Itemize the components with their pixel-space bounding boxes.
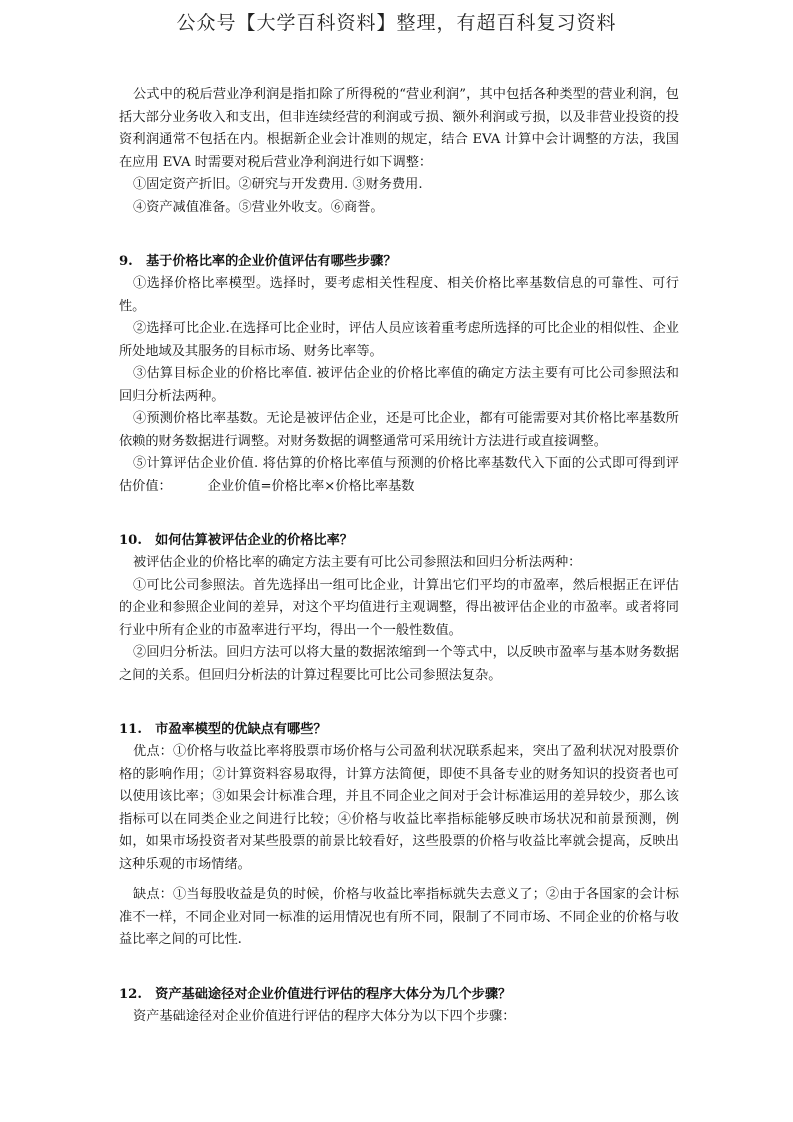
q11-cons: 缺点：①当每股收益是负的时候，价格与收益比率指标就失去意义了；②由于各国家的会计标准不一样，不同企业对同一标准的运用情况也有所不同，限制了不同市场、不同企业的价格与收益比率之间的可比性.: [119, 887, 679, 947]
question-12-title: 12. 资产基础途径对企业价值进行评估的程序大体分为几个步骤？: [119, 986, 512, 1002]
q10-intro: 被评估企业的价格比率的确定方法主要有可比公司参照法和回归分析法两种：: [133, 555, 582, 570]
q9-step-2: ②选择可比企业.在选择可比企业时，评估人员应该着重考虑所选择的可比企业的相似性、企业所处地域及其服务的目标市场、财务比率等。: [119, 321, 679, 359]
q9-step-4: ④预测价格比率基数。无论是被评估企业，还是可比企业，都有可能需要对其价格比率基数所依赖的财务数据进行调整。对财务数据的调整通常可采用统计方法进行或直接调整。: [119, 411, 679, 449]
q9-step-5-text: ⑤计算评估企业价值. 将估算的价格比率值与预测的价格比率基数代入下面的公式即可得到评估价值：: [119, 456, 679, 494]
intro-list-line-2: ④资产减值准备。⑤营业外收支。⑥商誉。: [133, 199, 384, 215]
question-9-title: 9. 基于价格比率的企业价值评估有哪些步骤？: [119, 254, 397, 269]
question-10-title: 10. 如何估算被评估企业的价格比率？: [119, 533, 353, 548]
q9-step-5: [119, 453, 679, 498]
document-body: [119, 84, 679, 1028]
intro-list-line-1: ①固定资产折旧。②研究与开发费用. ③财务费用.: [133, 177, 423, 192]
q10-method-1: ①可比公司参照法。首先选择出一组可比企业，计算出它们平均的市盈率，然后根据正在评估的企业和参照企业间的差异，对这个平均值进行主观调整，得出被评估企业的市盈率。或者将同行业中所有企业的市盈率进行平均，得出一个一般性数值。: [119, 577, 679, 638]
q9-formula: 企业价值=价格比率×价格比率基数: [207, 478, 415, 494]
q11-pros: 优点：①价格与收益比率将股票市场价格与公司盈利状况联系起来，突出了盈利状况对股票价格的影响作用；②计算资料容易取得，计算方法简便，即使不具备专业的财务知识的投资者也可以使用该比率；③如果会计标准合理，并且不同企业之间对于会计标准运用的差异较少，那么该指标可以在同类企业之间进行比较；④价格与收益比率指标能够反映市场状况和前景预测，例如，如果市场投资者对某些股票的前景比较看好，这些股票的价格与收益比率就会提高，反映出这种乐观的市场情绪。: [119, 744, 679, 872]
intro-paragraph: 公式中的税后营业净利润是指扣除了所得税的“营业利润”，其中包括各种类型的营业利润，包括大部分业务收入和支出，但非连续经营的利润或亏损、额外利润或亏损，以及非营业投资的投资利润通常不包括在内。根据新企业会计准则的规定，结合 EVA 计算中会计调整的方法，我国在应用 EVA 时需要对税后营业净利润进行如下调整：: [119, 87, 679, 170]
q9-step-1: ①选择价格比率模型。选择时，要考虑相关性程度、相关价格比率基数信息的可靠性、可行性。: [119, 276, 679, 314]
question-11-title: 11. 市盈率模型的优缺点有哪些？: [119, 722, 327, 737]
q10-method-2: ②回归分析法。回归方法可以将大量的数据浓缩到一个等式中，以反映市盈率与基本财务数据之间的关系。但回归分析法的计算过程要比可比公司参照法复杂。: [119, 645, 679, 683]
q12-intro: 资产基础途径对企业价值进行评估的程序大体分为以下四个步骤：: [133, 1008, 516, 1024]
page-header: 公众号【大学百科资料】整理，有超百科复习资料: [176, 12, 617, 34]
q9-step-3: ③估算目标企业的价格比率值. 被评估企业的价格比率值的确定方法主要有可比公司参照法和回归分析法两种。: [119, 366, 679, 404]
